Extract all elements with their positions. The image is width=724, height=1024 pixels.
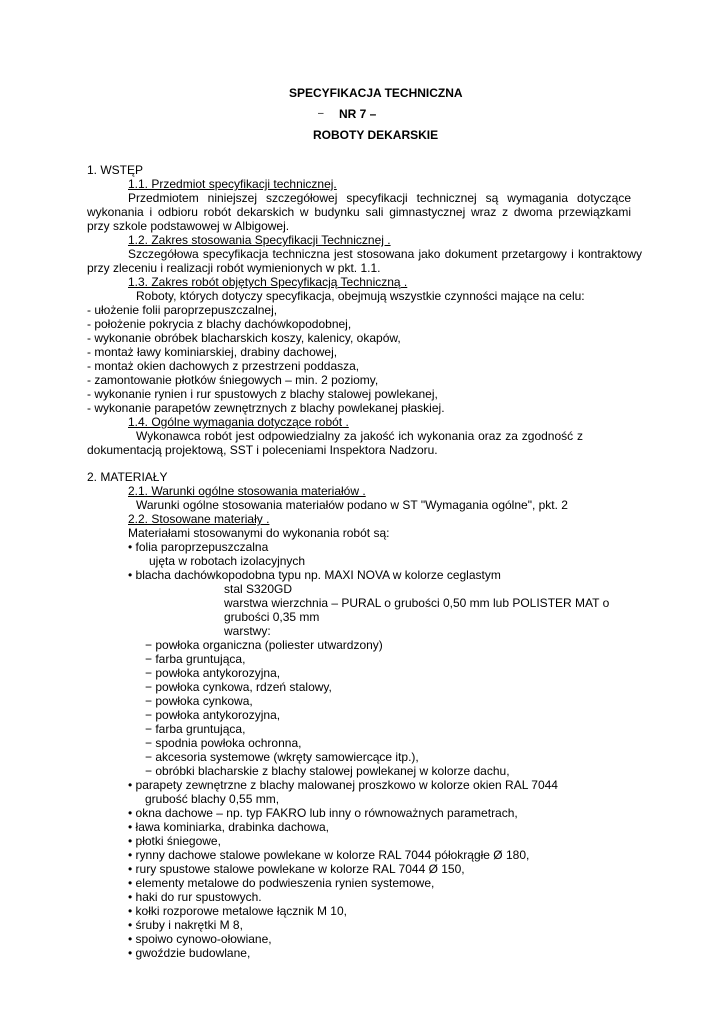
material-detail: warstwy: <box>224 624 271 638</box>
layer-item: − powłoka cynkowa, <box>145 694 253 708</box>
layer-item: − powłoka organiczna (poliester utwardzony) <box>145 638 383 652</box>
paragraph-line: Szczegółowa specyfikacja techniczna jest stosowana jako dokument przetargowy i kontraktowy <box>128 247 642 261</box>
title-dash: – <box>318 108 324 119</box>
material-bullet: • elementy metalowe do podwieszenia rynien systemowe, <box>128 876 435 890</box>
material-bullet: • ława kominiarka, drabinka dachowa, <box>128 820 329 834</box>
subsection-heading: 1.1. Przedmiot specyfikacji technicznej. <box>128 177 337 191</box>
layer-item: − spodnia powłoka ochronna, <box>145 736 302 750</box>
list-item: - ułożenie folii paroprzepuszczalnej, <box>87 303 278 317</box>
paragraph-line: wykonania i odbioru robót dekarskich w budynku sali gimnastycznej wraz z dwoma przewiązkami <box>87 205 631 219</box>
section-heading: 1. WSTĘP <box>87 163 144 177</box>
material-bullet: • parapety zewnętrzne z blachy malowanej proszkowo w kolorze okien RAL 7044 <box>128 778 558 792</box>
material-detail: stal S320GD <box>224 582 293 596</box>
paragraph-line: Materiałami stosowanymi do wykonania robót są: <box>128 526 390 540</box>
material-bullet: • gwoździe budowlane, <box>128 946 251 960</box>
material-bullet: • śruby i nakrętki M 8, <box>128 918 243 932</box>
paragraph-line: Roboty, których dotyczy specyfikacja, obejmują wszystkie czynności mające na celu: <box>136 289 585 303</box>
material-bullet: • spoiwo cynowo-ołowiane, <box>128 932 272 946</box>
material-bullet: • kołki rozporowe metalowe łącznik M 10, <box>128 904 347 918</box>
paragraph-line: przy zleceniu i realizacji robót wymienionych w pkt. 1.1. <box>87 261 381 275</box>
material-bullet: • folia paroprzepuszczalna <box>128 540 269 554</box>
material-detail: grubość blachy 0,55 mm, <box>145 792 280 806</box>
layer-item: − akcesoria systemowe (wkręty samowiercące itp.), <box>145 750 419 764</box>
list-item: - wykonanie obróbek blacharskich koszy, kalenicy, okapów, <box>87 331 401 345</box>
material-detail: warstwa wierzchnia – PURAL o grubości 0,50 mm lub POLISTER MAT o <box>224 596 610 610</box>
subsection-heading: 2.1. Warunki ogólne stosowania materiałów . <box>128 484 366 498</box>
subsection-heading: 1.4. Ogólne wymagania dotyczące robót . <box>128 415 349 429</box>
list-item: - wykonanie rynien i rur spustowych z blachy stalowej powlekanej, <box>87 387 438 401</box>
layer-item: − farba gruntująca, <box>145 652 246 666</box>
material-bullet: • rynny dachowe stalowe powlekane w kolorze RAL 7044 półokrągłe Ø 180, <box>128 848 530 862</box>
subsection-heading: 1.3. Zakres robót objętych Specyfikacją Techniczną . <box>128 275 408 289</box>
list-item: - montaż ławy kominiarskiej, drabiny dachowej, <box>87 345 338 359</box>
paragraph-line: dokumentacją projektową, SST i poleceniami Inspektora Nadzoru. <box>87 443 438 457</box>
layer-item: − obróbki blacharskie z blachy stalowej powlekanej w kolorze dachu, <box>145 764 510 778</box>
material-bullet: • płotki śniegowe, <box>128 834 221 848</box>
list-item: - zamontowanie płotków śniegowych – min. 2 poziomy, <box>87 373 379 387</box>
subsection-heading: 2.2. Stosowane materiały . <box>128 512 270 526</box>
paragraph-line: Warunki ogólne stosowania materiałów podano w ST "Wymagania ogólne", pkt. 2 <box>136 498 568 512</box>
doc-title: SPECYFIKACJA TECHNICZNA <box>289 86 463 100</box>
layer-item: − powłoka antykorozyjna, <box>145 708 281 722</box>
doc-subtitle: ROBOTY DEKARSKIE <box>313 128 439 142</box>
paragraph-line: Wykonawca robót jest odpowiedzialny za jakość ich wykonania oraz za zgodność z <box>136 429 583 443</box>
layer-item: − farba gruntująca, <box>145 722 246 736</box>
material-detail: grubości 0,35 mm <box>224 610 320 624</box>
section-heading: 2. MATERIAŁY <box>87 470 168 484</box>
list-item: - położenie pokrycia z blachy dachówkopodobnej, <box>87 317 352 331</box>
list-item: - wykonanie parapetów zewnętrznych z blachy powlekanej płaskiej. <box>87 401 445 415</box>
material-detail: ujęta w robotach izolacyjnych <box>149 554 306 568</box>
layer-item: − powłoka cynkowa, rdzeń stalowy, <box>145 680 332 694</box>
doc-number: NR 7 – <box>339 107 377 121</box>
material-bullet: • blacha dachówkopodobna typu np. MAXI NOVA w kolorze ceglastym <box>128 568 501 582</box>
paragraph-line: przy szkole podstawowej w Albigowej. <box>87 219 290 233</box>
material-bullet: • okna dachowe – np. typ FAKRO lub inny o równoważnych parametrach, <box>128 806 518 820</box>
layer-item: − powłoka antykorozyjna, <box>145 666 281 680</box>
material-bullet: • haki do rur spustowych. <box>128 890 262 904</box>
material-bullet: • rury spustowe stalowe powlekane w kolorze RAL 7044 Ø 150, <box>128 862 465 876</box>
paragraph-line: Przedmiotem niniejszej szczegółowej specyfikacji technicznej są wymagania dotyczące <box>128 191 631 205</box>
subsection-heading: 1.2. Zakres stosowania Specyfikacji Technicznej . <box>128 233 391 247</box>
list-item: - montaż okien dachowych z przestrzeni poddasza, <box>87 359 360 373</box>
